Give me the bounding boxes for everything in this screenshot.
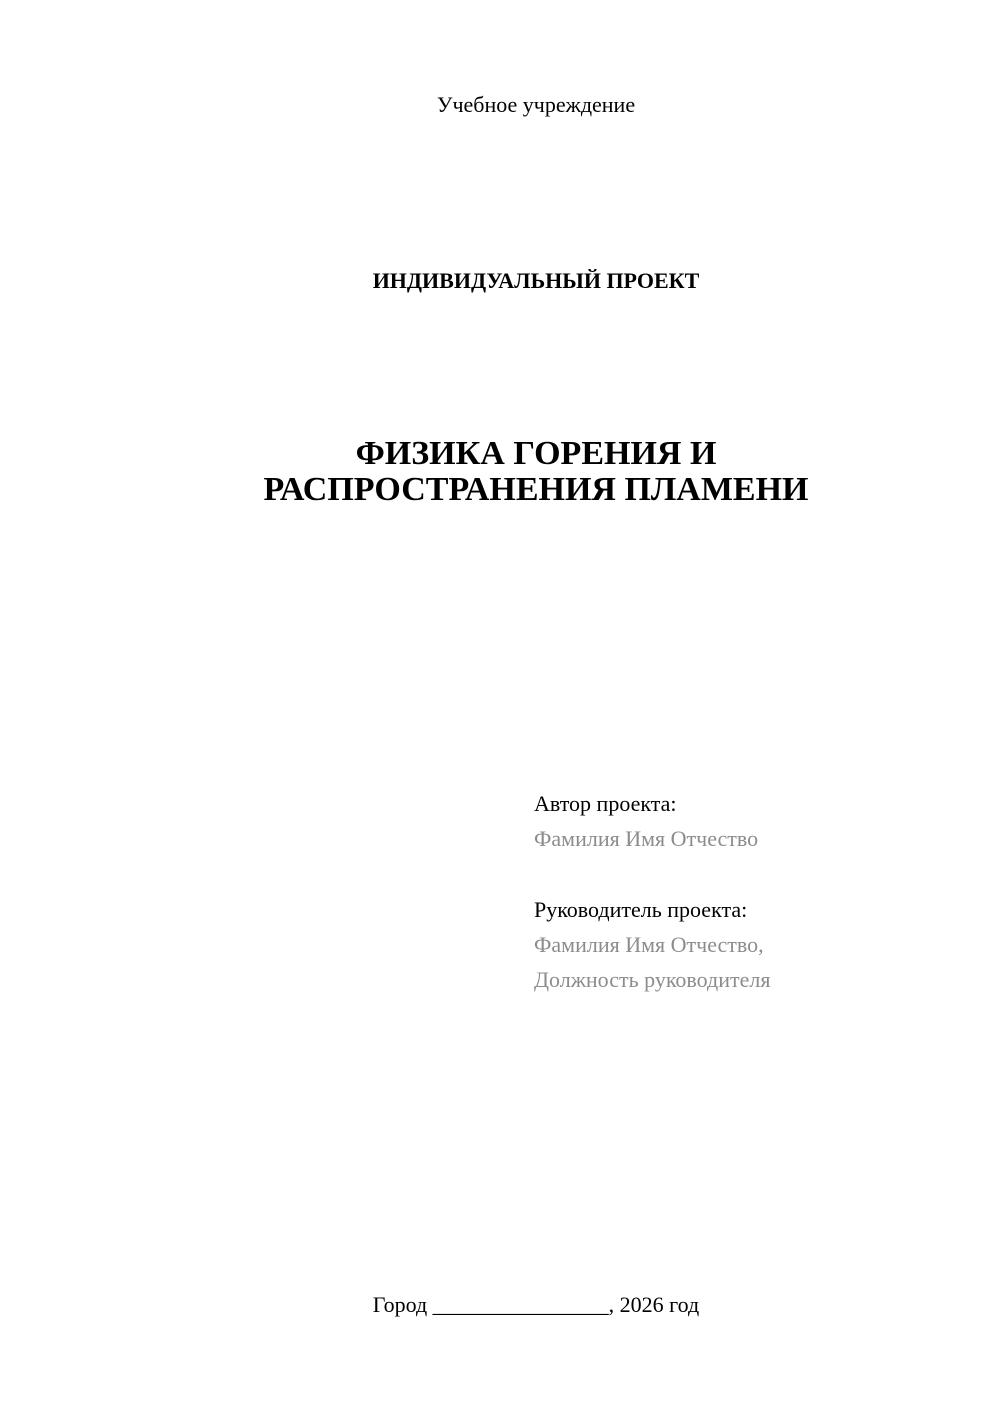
supervisor-name: Фамилия Имя Отчество, (534, 932, 764, 957)
project-people-block (534, 786, 954, 997)
institution-name: Учебное учреждение (436, 92, 636, 117)
author-label: Автор проекта: (534, 791, 677, 816)
spacer (534, 856, 954, 892)
document-type: ИНДИВИДУАЛЬНЫЙ ПРОЕКТ (372, 268, 700, 293)
author-name: Фамилия Имя Отчество (534, 826, 759, 851)
city-year-line: Город ________________, 2026 год (372, 1292, 700, 1317)
supervisor-label: Руководитель проекта: (534, 897, 748, 922)
project-title-line-1: ФИЗИКА ГОРЕНИЯ И (355, 435, 717, 472)
project-title (0, 436, 1000, 508)
project-title-line-2: РАСПРОСТРАНЕНИЯ ПЛАМЕНИ (263, 471, 809, 508)
supervisor-position: Должность руководителя (534, 967, 771, 992)
